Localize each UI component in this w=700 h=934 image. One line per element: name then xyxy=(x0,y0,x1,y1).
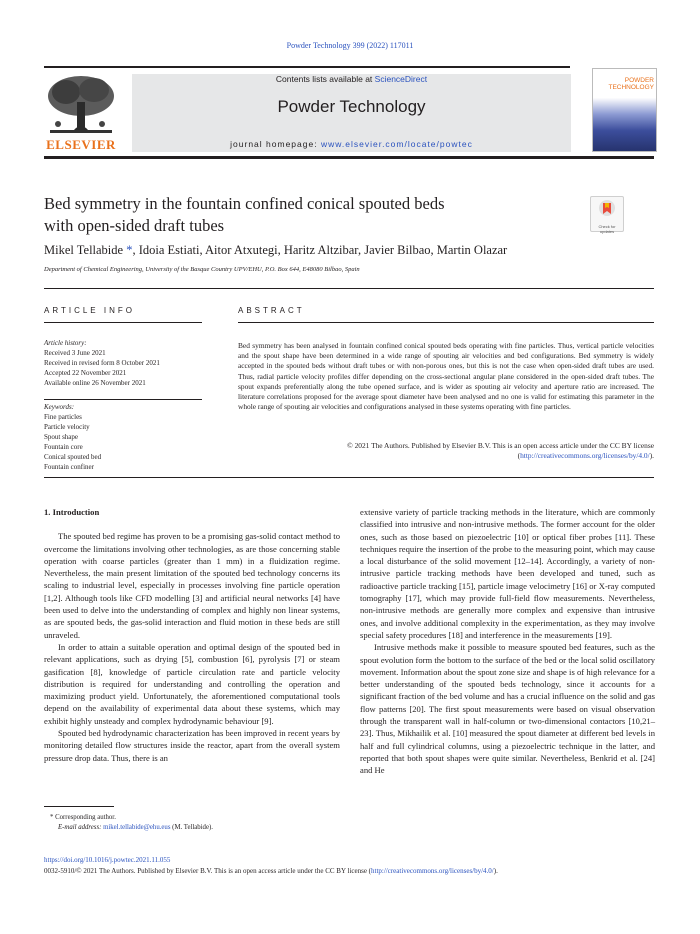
paragraph: Spouted bed hydrodynamic characterization has been improved in recent years by monitoring detailed flow structures inside the reactor, apart from the overall system pressure drop data. Thus, there is an xyxy=(44,728,340,763)
footnote xyxy=(50,813,350,832)
email-label: E-mail address: xyxy=(58,823,104,831)
homepage-line xyxy=(132,139,571,149)
tree-icon xyxy=(44,72,118,138)
paragraph: Intrusive methods make it possible to measure spouted bed features, such as the spout evolution form the bottom to the surface of the bed or the local solid oscillatory movement. Information about the spout zone size and shape is of high relevance for a better understanding of the spouted beds technology, since it accounts for a significant fraction of the bed volume and has a crucial influence on the solid and gas flow patterns [20]. The first spout measurements were based on visual observation through the transparent wall in half-column or two-dimensional contactors [10,21–23]. Thus, Mikhailik et al. [10] measured the spout diameter at different bed levels in half and full cylindrical columns, using a piezoelectric technique in the latter, and reported that both spout shapes were quite similar. Nevertheless, Benkrid et al. [24] and He xyxy=(360,642,655,776)
check-updates-label: Check for updates xyxy=(598,224,616,234)
keyword-item: Fine particles xyxy=(44,413,82,421)
article-info-heading: ARTICLE INFO xyxy=(44,306,135,315)
keywords xyxy=(44,402,204,472)
elsevier-wordmark: ELSEVIER xyxy=(46,137,116,152)
abstract-text: Bed symmetry has been analysed in fountain confined conical spouted beds operating with fine particles. Thus, vertical particle velocities and the spout shape have been determined in a wide range of spouting air velocities and bed configurations. Bed symmetry is widely accepted in the spouted beds without draft tubes or with non-porous ones, but this is not the case when open-sided draft tubes are used. Thus, radial particle velocity profiles differ depending on the cross-sectional angular plane considered in the open-sided draft tubes. The spout expands preferentially along the tube opened surface, and is wider as spouting air velocity and aperture ratio are increased. The literature correlations proposed for the average spout diameter have been analysed and no one is valid for estimating this parameter in the whole range of spouting air velocities and configurations analysed in these systems operating with fine particles. xyxy=(238,341,654,412)
header-rule-bottom xyxy=(44,156,654,159)
issn-text: 0032-5910/© 2021 The Authors. Published by Elsevier B.V. This is an open access article under the CC BY license ( xyxy=(44,867,372,875)
history-label: Article history: xyxy=(44,339,87,347)
footnote-label: Corresponding author. xyxy=(55,814,116,821)
footnote-rule xyxy=(44,806,114,807)
history-item: Accepted 22 November 2021 xyxy=(44,369,127,377)
title-line-2: with open-sided draft tubes xyxy=(44,216,225,235)
abstract-heading: ABSTRACT xyxy=(238,306,305,315)
history-item: Available online 26 November 2021 xyxy=(44,379,146,387)
journal-name: Powder Technology xyxy=(277,97,426,116)
corresponding-author-mark[interactable]: * xyxy=(123,243,133,257)
footer-license-end: ). xyxy=(493,867,498,875)
contents-line xyxy=(132,74,571,84)
article-history xyxy=(44,338,204,388)
affiliation: Department of Chemical Engineering, University of the Basque Country UPV/EHU, P.O. Box 644, E48080 Bilbao, Spain xyxy=(44,266,360,273)
first-author: Mikel Tellabide xyxy=(44,243,124,257)
footnote-mark: * xyxy=(50,814,54,821)
journal-citation[interactable]: Powder Technology 399 (2022) 117011 xyxy=(286,41,414,50)
body-right-column xyxy=(360,506,655,777)
check-for-updates-button[interactable] xyxy=(590,196,624,232)
article-title xyxy=(44,193,564,237)
other-authors: , Idoia Estiati, Aitor Atxutegi, Haritz Altzibar, Javier Bilbao, Martin Olazar xyxy=(132,243,508,257)
keyword-item: Spout shape xyxy=(44,433,79,441)
doi-link[interactable]: https://doi.org/10.1016/j.powtec.2021.11.055 xyxy=(44,856,171,864)
footer-license-link[interactable]: http://creativecommons.org/licenses/by/4.0/ xyxy=(371,867,494,875)
keywords-label: Keywords: xyxy=(44,403,75,411)
license-text: © 2021 The Authors. Published by Elsevier B.V. This is an open access article under the CC BY license ( xyxy=(347,441,654,461)
homepage-prefix: journal homepage: xyxy=(230,139,321,149)
paragraph: extensive variety of particle tracking methods in the literature, which are commonly classified into intrusive and non-intrusive methods. The former account for the older ones, such as those based on piezoelectric [10] or optical fiber probes [11]. These techniques require the insertion of the probe to the measuring point, which may cause a local disturbance of the solid movement [12–14]. Accordingly, a variety of non-intrusive particle tracking methods have been developed and tuned, such as radioactive particle tracking [15], particle image velocimetry [16] or X-ray computed tomography [17], which may provide full-field flow measurements. Nevertheless, non-intrusive methods are generally more complex and expensive than intrusive ones, and involve additional complexity in the experimentation, as they may involve special safety procedures [18] and interference in the measurements [19]. xyxy=(360,507,655,640)
issn-copyright-line xyxy=(44,867,654,875)
author-list xyxy=(44,243,654,258)
header-rule xyxy=(44,66,570,68)
license-link[interactable]: http://creativecommons.org/licenses/by/4.0/ xyxy=(520,451,650,461)
license-end: ). xyxy=(649,451,654,461)
email-line xyxy=(50,823,350,833)
keyword-item: Fountain confiner xyxy=(44,463,94,471)
divider xyxy=(44,322,202,323)
divider xyxy=(44,399,202,400)
keyword-item: Particle velocity xyxy=(44,423,90,431)
history-item: Received 3 June 2021 xyxy=(44,349,106,357)
divider xyxy=(44,477,654,478)
section-heading: 1. Introduction xyxy=(44,507,100,517)
email-suffix: (M. Tellabide). xyxy=(170,823,213,831)
cover-title: POWDER TECHNOLOGY xyxy=(608,77,654,91)
email-link[interactable]: mikel.tellabide@ehu.eus xyxy=(103,823,171,831)
keyword-item: Conical spouted bed xyxy=(44,453,102,461)
body-left-column xyxy=(44,506,340,764)
contents-prefix: Contents lists available at xyxy=(275,74,375,84)
keyword-item: Fountain core xyxy=(44,443,83,451)
sciencedirect-link[interactable]: ScienceDirect xyxy=(374,74,428,84)
divider xyxy=(238,322,654,323)
title-line-1: Bed symmetry in the fountain confined conical spouted beds xyxy=(44,194,445,213)
paragraph: In order to attain a suitable operation and optimal design of the spouted bed in relevant applications, such as drying [5], combustion [6], pyrolysis [7] or steam gasification [8], knowledge of particle circulation rate and particle velocity distribution is required for understanding and controlling the operation and maximizing product yield. Unfortunately, the aforementioned computational tools depend on the availability of experimental data about these systems, which may exhibit highly unsteady and complex hydrodynamic behaviour [9]. xyxy=(44,641,340,726)
bookmark-icon xyxy=(598,199,616,219)
homepage-link[interactable]: www.elsevier.com/locate/powtec xyxy=(320,139,473,149)
corresponding-author-note xyxy=(50,813,350,823)
history-item: Received in revised form 8 October 2021 xyxy=(44,359,160,367)
paragraph: The spouted bed regime has proven to be a promising gas-solid contact method to overcome the limitations involving other technologies, as are those concerning stable operation with coarse particles (greater than 1 mm) in a fluidization regime. Nevertheless, the main present limitation of the spouted bed technology concerns its scaling to industrial level, especially in processes involving fine particle operation [1,2]. Although tools like CFD modelling [3] and artificial neural networks [4] have been used to delve into the understanding of complex and highly non linear systems, as are spouted beds, the gas-solid interaction and fluid motion in these beds are still unraveled. xyxy=(44,531,340,640)
divider xyxy=(44,288,654,289)
journal-cover-thumbnail[interactable] xyxy=(592,68,657,152)
abstract-license xyxy=(238,441,654,461)
